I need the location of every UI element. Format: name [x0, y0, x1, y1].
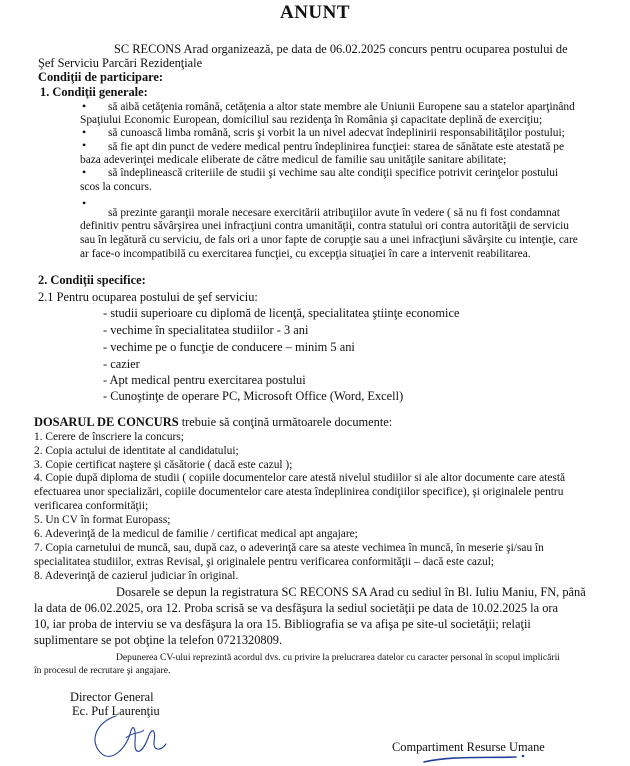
general-bullet-5-line-3: sau în legătură cu serviciu, de fals ori a unor fapte de corupţie sau a unei infracţiuni săvârşite cu intenţie, care: [80, 234, 578, 246]
bullet-dot: •: [82, 125, 87, 139]
dosar-line: 3. Copie certificat naştere şi căsătorie ( dacă este cazul );: [34, 459, 293, 471]
bullet-dot: •: [82, 138, 87, 152]
bullet-dot: •: [82, 196, 87, 210]
gdpr-line: Depunerea CV-ului reprezintă acordul dvs. cu privire la prelucrarea datelor cu caracter personal în scopul implicării: [116, 652, 560, 663]
deposit-line: suplimentare se pot obţine la telefon 0721320809.: [34, 633, 283, 647]
general-conditions-heading: 1. Condiţii generale:: [40, 85, 148, 99]
deposit-line: Dosarele se depun la registratura SC RECONS SA Arad cu sediul în Bl. Iuliu Maniu, FN, până: [116, 585, 586, 599]
dosar-line: specialitatea studiilor, extras Revisal, şi originalele pentru verificarea conformităţii – dacă este cazul;: [34, 556, 495, 568]
dosar-line: 8. Adeverinţă de cazierul judiciar în original.: [34, 570, 239, 582]
general-bullet-4-line-2: scos la concurs.: [80, 181, 152, 193]
dosar-line: 6. Adeverinţă de la medicul de familie / certificat medical apt angajare;: [34, 528, 358, 540]
specific-conditions-sub: 2.1 Pentru ocuparea postului de şef serviciu:: [38, 290, 258, 304]
hr-department: Compartiment Resurse Umane: [392, 740, 545, 754]
deposit-line: la data de 06.02.2025, ora 12. Proba scrisă se va desfăşura la sediul societăţii pe data de 10.02.2025 la ora: [34, 601, 559, 615]
specific-conditions-heading: 2. Condiţii specifice:: [38, 273, 146, 287]
general-bullet-5-line-2: definitiv pentru săvârşirea unei infracţiuni contra umanităţii, contra statului ori contra autorităţii de serviciu: [80, 220, 569, 232]
dosar-line: efectuarea unor specializări, copiile documentelor care atesta îndeplinirea condiţiilor specifice), şi originalele pentru: [34, 486, 564, 498]
dosar-line: verificarea conformităţii;: [34, 500, 149, 512]
dosar-heading: DOSARUL DE CONCURS: [34, 415, 179, 429]
general-bullet-3-line-1: să fie apt din punct de vedere medical pentru îndeplinirea funcţiei: starea de sănătate este atestată pe: [108, 141, 565, 153]
specific-item: - cazier: [103, 357, 140, 371]
bullet-dot: •: [82, 99, 87, 113]
dosar-heading-rest: trebuie să conţină următoarele documente:: [178, 415, 393, 429]
specific-item: - vechime în specialitatea studiilor - 3 ani: [103, 323, 309, 337]
stamp-mark-icon: [420, 752, 530, 766]
director-title: Director General: [70, 690, 154, 704]
document-title: ANUNT: [279, 2, 351, 23]
dosar-line: 7. Copia carnetului de muncă, sau, după caz, o adeverinţă care sa ateste vechimea în muncă, în meserie şi/sau în: [34, 542, 544, 554]
general-bullet-3-line-2: baza adeverinţei medicale eliberate de către medicul de familie sau unităţile sanitare abilitate;: [80, 154, 507, 166]
specific-item: - studii superioare cu diplomă de licenţă, specialitatea ştiinţe economice: [103, 306, 460, 320]
specific-item: - vechime pe o funcţie de conducere – minim 5 ani: [103, 340, 355, 354]
dosar-line: 5. Un CV în format Europass;: [34, 514, 171, 526]
conditions-heading: Condiţii de participare:: [38, 70, 164, 84]
general-bullet-1-line-2: Spaţiului Economic European, domiciliul sau rezidenţa în România şi capacitate deplină de exerciţiu;: [80, 114, 543, 126]
dosar-line: 1. Cerere de înscriere la concurs;: [34, 431, 184, 443]
general-bullet-1-line-1: să aibă cetăţenia română, cetăţenia a altor state membre ale Uniunii Europene sau a statelor aparţinând: [108, 101, 575, 113]
specific-item: - Cunoştinţe de operare PC, Microsoft Office (Word, Excell): [103, 389, 404, 403]
deposit-line: 10, iar proba de interviu se va desfăşura la ora 15. Bibliografia se va afişa pe site-ul societăţii; relaţii: [34, 617, 531, 631]
intro-line-1: SC RECONS Arad organizează, pe data de 06.02.2025 concurs pentru ocuparea postului de: [114, 42, 568, 56]
intro-line-2: Şef Serviciu Parcări Rezidenţiale: [38, 56, 203, 70]
general-bullet-5-line-1: să prezinte garanţii morale necesare exercitării atribuţiilor avute în vedere ( să nu fi fost condamnat: [108, 207, 560, 219]
general-bullet-4-line-1: să îndeplinească criteriile de studii şi vechime sau alte condiţii specifice potrivit cerinţelor postului: [108, 167, 559, 179]
dosar-heading-line: [34, 415, 392, 430]
dosar-line: 4. Copie după diploma de studii ( copiile documentelor care atestă nivelul studiilor si ale altor documente care atestă: [34, 472, 566, 484]
bullet-dot: •: [82, 165, 87, 179]
general-bullet-5-line-4: ar face-o incompatibilă cu exercitarea funcţiei, cu excepţia situaţiei în care a intervenit reabilitarea.: [80, 248, 531, 260]
general-bullet-2-line-1: să cunoască limba română, scris şi vorbit la un nivel adecvat îndeplinirii responsabilităţilor postului;: [108, 127, 565, 139]
specific-item: - Apt medical pentru exercitarea postului: [103, 373, 306, 387]
dosar-line: 2. Copia actului de identitate al candidatului;: [34, 445, 239, 457]
director-name: Ec. Puf Laurenţiu: [72, 704, 160, 718]
handwritten-signature-icon: [86, 708, 176, 764]
gdpr-line: în procesul de recrutare şi angajare.: [34, 665, 171, 676]
